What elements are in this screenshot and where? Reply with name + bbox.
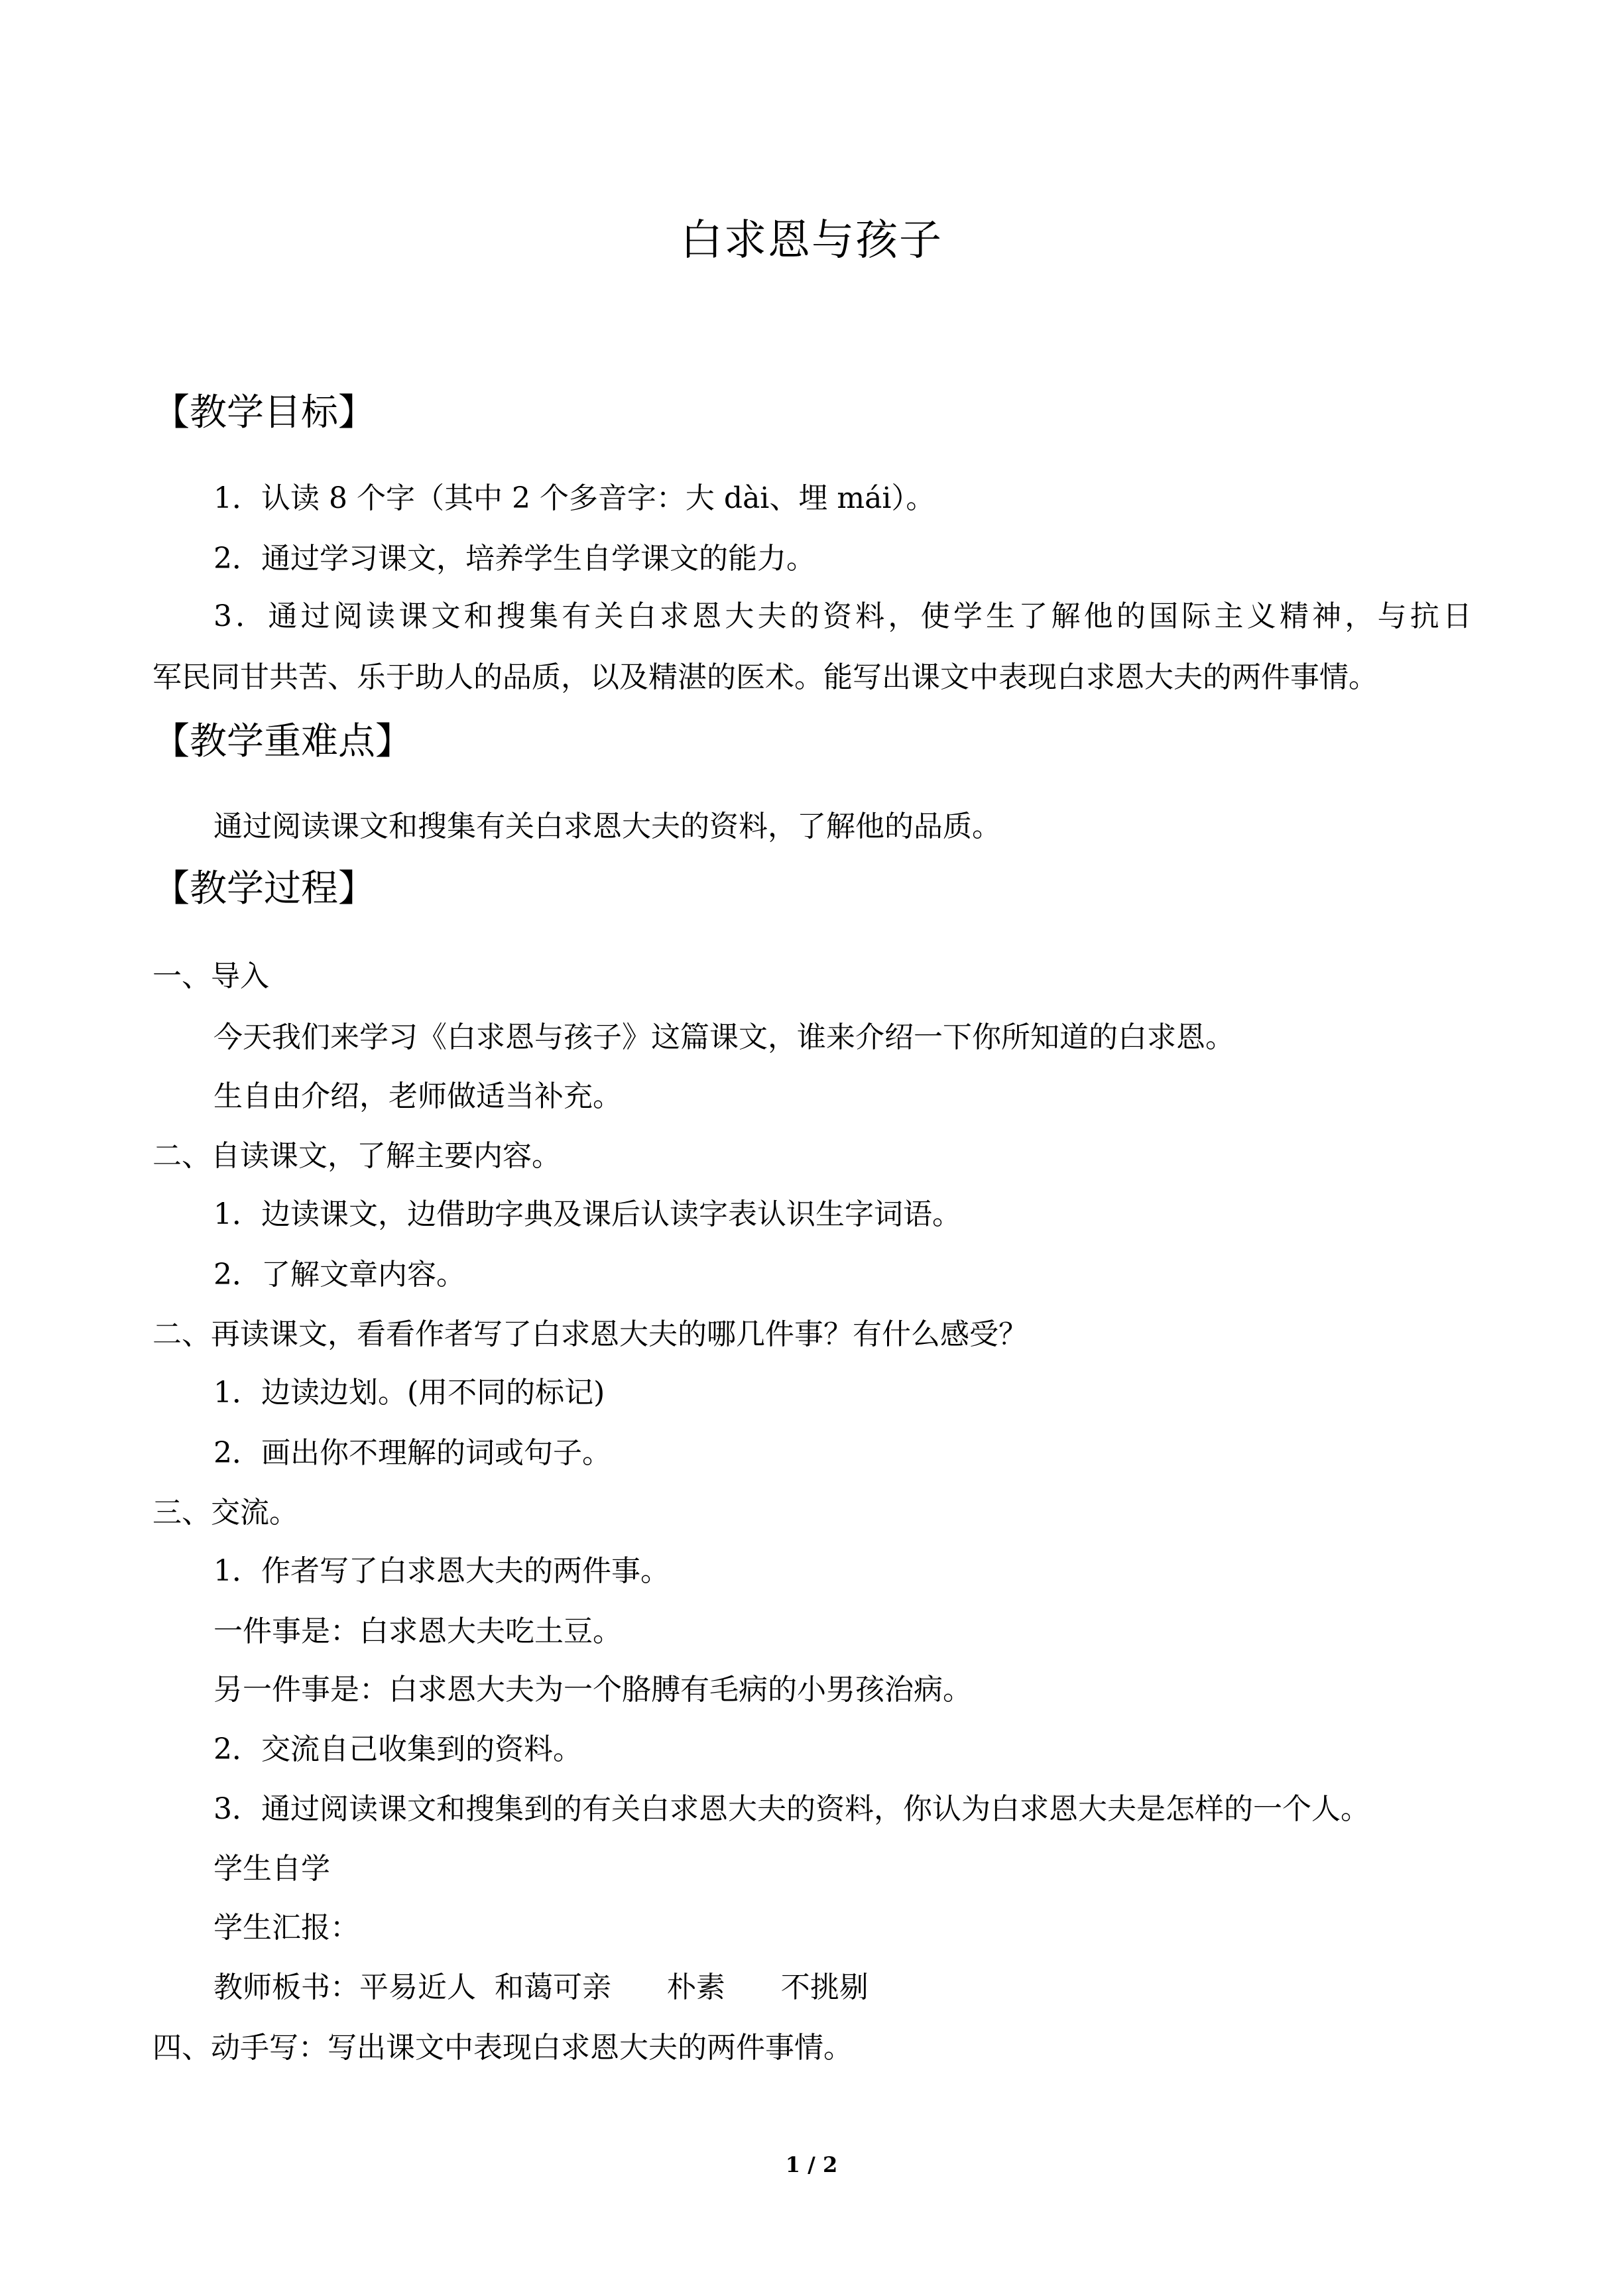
objective-item-3-continued: 军民同甘共苦、乐于助人的品质，以及精湛的医术。能写出课文中表现白求恩大夫的两件事情。 xyxy=(152,660,1378,694)
process-line: 学生自学 xyxy=(213,1852,330,1886)
objective-item-2: 2．通过学习课文，培养学生自学课文的能力。 xyxy=(213,542,815,575)
keypoints-text: 通过阅读课文和搜集有关白求恩大夫的资料，了解他的品质。 xyxy=(213,810,1001,843)
process-line: 一件事是：白求恩大夫吃土豆。 xyxy=(213,1614,622,1648)
process-step-4-heading: 三、交流。 xyxy=(152,1496,298,1530)
process-line: 2．了解文章内容。 xyxy=(213,1258,465,1292)
objective-item-3: 3．通过阅读课文和搜集有关白求恩大夫的资料，使学生了解他的国际主义精神，与抗日 xyxy=(213,599,1472,633)
page-number: 1 / 2 xyxy=(785,2152,838,2177)
board-writing-line: 教师板书：平易近人 和蔼可亲 朴素 不挑剔 xyxy=(213,1970,869,2004)
process-line: 2．画出你不理解的词或句子。 xyxy=(213,1436,611,1470)
document-title: 白求恩与孩子 xyxy=(680,216,943,265)
objective-item-1: 1．认读 8 个字（其中 2 个多音字：大 dài、埋 mái）。 xyxy=(213,481,935,515)
process-line: 今天我们来学习《白求恩与孩子》这篇课文，谁来介绍一下你所知道的白求恩。 xyxy=(213,1020,1234,1054)
process-line: 生自由介绍，老师做适当补充。 xyxy=(213,1079,622,1113)
process-step-2-heading: 二、自读课文，了解主要内容。 xyxy=(152,1139,561,1173)
section-heading-objectives: 【教学目标】 xyxy=(152,391,375,434)
process-step-3-heading: 二、再读课文，看看作者写了白求恩大夫的哪几件事？有什么感受？ xyxy=(152,1317,1028,1351)
section-heading-keypoints: 【教学重难点】 xyxy=(152,720,412,763)
process-line: 1．边读课文，边借助字典及课后认读字表认识生字词语。 xyxy=(213,1197,961,1231)
process-line: 学生汇报： xyxy=(213,1911,359,1945)
process-line: 2．交流自己收集到的资料。 xyxy=(213,1732,582,1766)
process-step-1-heading: 一、导入 xyxy=(152,959,269,993)
process-line: 1．边读边划。(用不同的标记) xyxy=(213,1376,605,1410)
process-line: 3．通过阅读课文和搜集到的有关白求恩大夫的资料，你认为白求恩大夫是怎样的一个人。 xyxy=(213,1792,1370,1826)
process-line: 另一件事是：白求恩大夫为一个胳膊有毛病的小男孩治病。 xyxy=(213,1673,972,1707)
process-step-5-heading: 四、动手写：写出课文中表现白求恩大夫的两件事情。 xyxy=(152,2031,853,2065)
section-heading-process: 【教学过程】 xyxy=(152,867,375,910)
process-line: 1．作者写了白求恩大夫的两件事。 xyxy=(213,1554,670,1588)
